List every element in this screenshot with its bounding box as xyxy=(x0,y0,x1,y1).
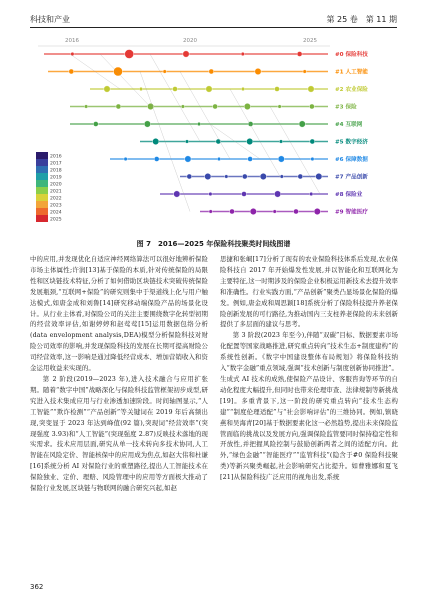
keyword-node xyxy=(279,140,283,144)
keyword-node xyxy=(187,174,192,179)
cluster-label: #1 人工智能 xyxy=(335,69,368,76)
keyword-node xyxy=(114,67,123,76)
legend-swatch xyxy=(36,215,48,222)
timeline-cluster-figure xyxy=(30,34,397,234)
keyword-node xyxy=(116,104,121,109)
legend-year: 2018 xyxy=(50,168,62,174)
cluster-label: #0 保险科技 xyxy=(335,52,368,59)
issue-info: 第 25 卷 第 11 期 xyxy=(326,15,397,24)
keyword-node xyxy=(147,103,153,109)
legend-swatch xyxy=(36,173,48,180)
keyword-node xyxy=(185,140,189,144)
keyword-node xyxy=(242,192,247,197)
cluster-label: #6 保障数据 xyxy=(335,157,368,164)
keyword-node xyxy=(206,86,212,92)
cluster-label: #8 保险业 xyxy=(335,192,363,199)
keyword-node xyxy=(278,105,282,109)
left-column xyxy=(30,254,208,494)
keyword-node xyxy=(124,157,128,161)
keyword-node xyxy=(163,70,167,74)
paragraph: 第 3 阶段(2023 年至今),伴随“双碳”目标、数据要素市场化配置等国家战略推进,研究重点转向“技术生态+制度建构”的系统性创新。《数字中国建设整体布局规划》将保险科技纳入“数字金融”重点领域,强调“技术创新与制度创新协同推进”。生成式 AI 技术的成熟,使保险产品设计、客服咨询等环节的自动化程度大幅提升,但同时也带来伦理审查、法律规制等新挑战[19]。多重背景下,这一阶段的研究重点转向“技术生态构建”“制度伦理适配”与“社会影响评估”的三维协同。例如,镇晓燕和吴海青[20]基于数据要素化这一必然趋势,提出未来保险监管面临的挑战以及发展方向,强调保险监管要同时保持稳定性和开放性,并把握风险控制与鼓励创新两者之间的适配方向。此外,“绿色金融”“智能医疗”“监管科技”(隐含于#0 保险科技聚类)等新兴聚类崛起,社会影响研究占比提升。如曹雅娜和夏飞[21]从保险科技广泛应用的视角出发,系统 xyxy=(220,331,398,482)
keyword-node xyxy=(71,52,75,56)
cluster-label: #4 互联网 xyxy=(335,122,363,129)
keyword-node xyxy=(205,173,211,179)
keyword-node xyxy=(280,175,284,179)
keyword-node xyxy=(69,69,74,74)
keyword-node xyxy=(154,157,159,162)
journal-name: 科技和产业 xyxy=(30,15,70,24)
legend-year: 2017 xyxy=(50,161,62,167)
legend-year: 2021 xyxy=(50,189,62,195)
legend-swatch xyxy=(36,187,48,194)
cluster-label: #9 智能医疗 xyxy=(335,209,368,216)
legend-year: 2025 xyxy=(50,217,62,223)
keyword-node xyxy=(144,121,150,127)
year-label: 2020 xyxy=(183,38,197,44)
keyword-node xyxy=(297,52,302,57)
keyword-node xyxy=(104,86,110,92)
link-curve xyxy=(180,72,230,160)
page-number: 362 xyxy=(30,583,44,591)
keyword-node xyxy=(217,157,221,161)
timeline-chart xyxy=(30,34,397,234)
keyword-node xyxy=(247,138,253,144)
header-rule xyxy=(30,27,397,28)
keyword-node xyxy=(241,52,245,56)
link-curve xyxy=(230,89,280,177)
cluster-label: #3 保险 xyxy=(335,104,357,111)
keyword-node xyxy=(181,105,185,109)
keyword-node xyxy=(260,173,266,179)
keyword-node xyxy=(209,210,213,214)
legend-swatch xyxy=(36,159,48,166)
legend-year: 2019 xyxy=(50,175,62,181)
keyword-node xyxy=(242,174,247,179)
keyword-node xyxy=(209,192,213,196)
legend-swatch xyxy=(36,194,48,201)
keyword-node xyxy=(139,87,143,91)
keyword-node xyxy=(230,209,235,214)
keyword-node xyxy=(248,157,253,162)
keyword-node xyxy=(303,70,307,74)
keyword-node xyxy=(309,104,314,109)
keyword-node xyxy=(153,138,159,144)
paragraph: 思捷和张峒[17]分析了现有的农业保险科技体系后发现,农业保险科技自 2017 年开始爆发性发展,并以智能化和互联网化为主要特征,这一时期涉及的保险企业积极运用新技术去提升效率和准确性。行业实践方面,“产品创新”聚类凸显场景化保险的爆发。例如,唐金成和周思颖[18]系统分析了保险科技提升养老保险创新发展的可行路径,为推动国内三支柱养老保险的未来创新提供了多层面的建议与思考。 xyxy=(220,255,398,329)
cluster-label: #2 农业保险 xyxy=(335,87,368,94)
keyword-node xyxy=(275,87,280,92)
legend-swatch xyxy=(36,208,48,215)
keyword-node xyxy=(294,209,299,214)
keyword-node xyxy=(311,157,315,161)
keyword-node xyxy=(299,121,305,127)
keyword-node xyxy=(309,192,313,196)
paragraph: 第 2 阶段(2019—2023 年),进入技术融合与应用扩张期。随着“数字中国”战略深化与保险科技监管框架初步成型,研究进入技术集成应用与行业渗透加速阶段。时间轴图显示,“人工智能”“欺诈检测”“产品创新”等关键词在 2019 年后高频出现,突变显于 2023 年达到峰值(92 篇),突现词“经营效率”(突现强度 3.93)和“人工智能”(突现强度 2.87)反映技术落地的现实需求。技术应用层面,研究从单一技术转向多技术协同,人工智能在风险定价、智能核保中的应用成为焦点,如赵大伟和杜谦[16]系统分析 AI 对保险行业的重塑路径,提出人工智能技术在保险独业、定价、理赔、风险管理中的应用等方面极大推动了保险行业发展,区块链与物联网的融合研究兴起,如赵 xyxy=(30,374,208,493)
legend-year: 2020 xyxy=(50,182,62,188)
link-curve xyxy=(150,54,200,142)
cluster-label: #5 数字经济 xyxy=(335,139,368,146)
legend-swatch xyxy=(36,180,48,187)
year-label: 2016 xyxy=(65,38,79,44)
legend-year: 2016 xyxy=(50,154,62,160)
keyword-node xyxy=(209,69,214,74)
legend-swatch xyxy=(36,166,48,173)
keyword-node xyxy=(183,51,189,57)
keyword-node xyxy=(274,191,280,197)
keyword-node xyxy=(298,174,303,179)
keyword-node xyxy=(93,122,98,127)
keyword-node xyxy=(173,87,178,92)
keyword-node xyxy=(125,50,134,59)
right-column xyxy=(220,254,398,483)
legend-year: 2022 xyxy=(50,196,62,202)
keyword-node xyxy=(308,86,314,92)
legend-swatch xyxy=(36,201,48,208)
cluster-label: #7 产品创新 xyxy=(335,174,368,181)
legend-year: 2024 xyxy=(50,210,62,216)
link-curve xyxy=(270,107,320,195)
keyword-node xyxy=(174,191,180,197)
figure-caption: 图 7 2016—2025 年保险科技聚类时间线图谱 xyxy=(136,240,291,248)
keyword-node xyxy=(273,210,277,214)
keyword-node xyxy=(244,103,250,109)
keyword-node xyxy=(310,139,315,144)
keyword-node xyxy=(241,87,245,91)
keyword-node xyxy=(255,68,261,74)
keyword-node xyxy=(84,105,88,109)
keyword-node xyxy=(185,156,191,162)
legend-year: 2023 xyxy=(50,203,62,209)
running-header xyxy=(30,14,397,28)
keyword-node xyxy=(250,208,256,214)
keyword-node xyxy=(225,175,229,179)
keyword-node xyxy=(197,122,201,126)
keyword-node xyxy=(278,156,284,162)
year-label: 2025 xyxy=(303,38,317,44)
legend-swatch xyxy=(36,152,48,159)
keyword-node xyxy=(213,104,218,109)
keyword-node xyxy=(316,173,322,179)
keyword-node xyxy=(314,208,320,214)
paragraph: 中的应用,并发现优化自适应神经网络算法可以很好地辨析保险市场主体属性;许润[13]基于保险的本质,针对传统保险的局限性和区块链技术特征,分析了如何借助区块链技术突破传统保险发展瓶颈,“互联网+保险”的研究则集中于渠道线上化与用户触达模式,如唐金成和刘鲁[14]研究移动端保险产品的场景化设计。从行业主体看,对保险公司的关注主要围绕数字化转型初期的经营效率评估,如谢婷婷和赵莺莺[15]运用数据包络分析(data envelopment analysis,DEA)模型分析保险科技对财险公司效率的影响,并发现保险科技的发展在长期可提高财险公司经营效率,这一影响是通过降低经营成本、增加营销收入和资金运用收益来实现的。 xyxy=(30,255,208,373)
